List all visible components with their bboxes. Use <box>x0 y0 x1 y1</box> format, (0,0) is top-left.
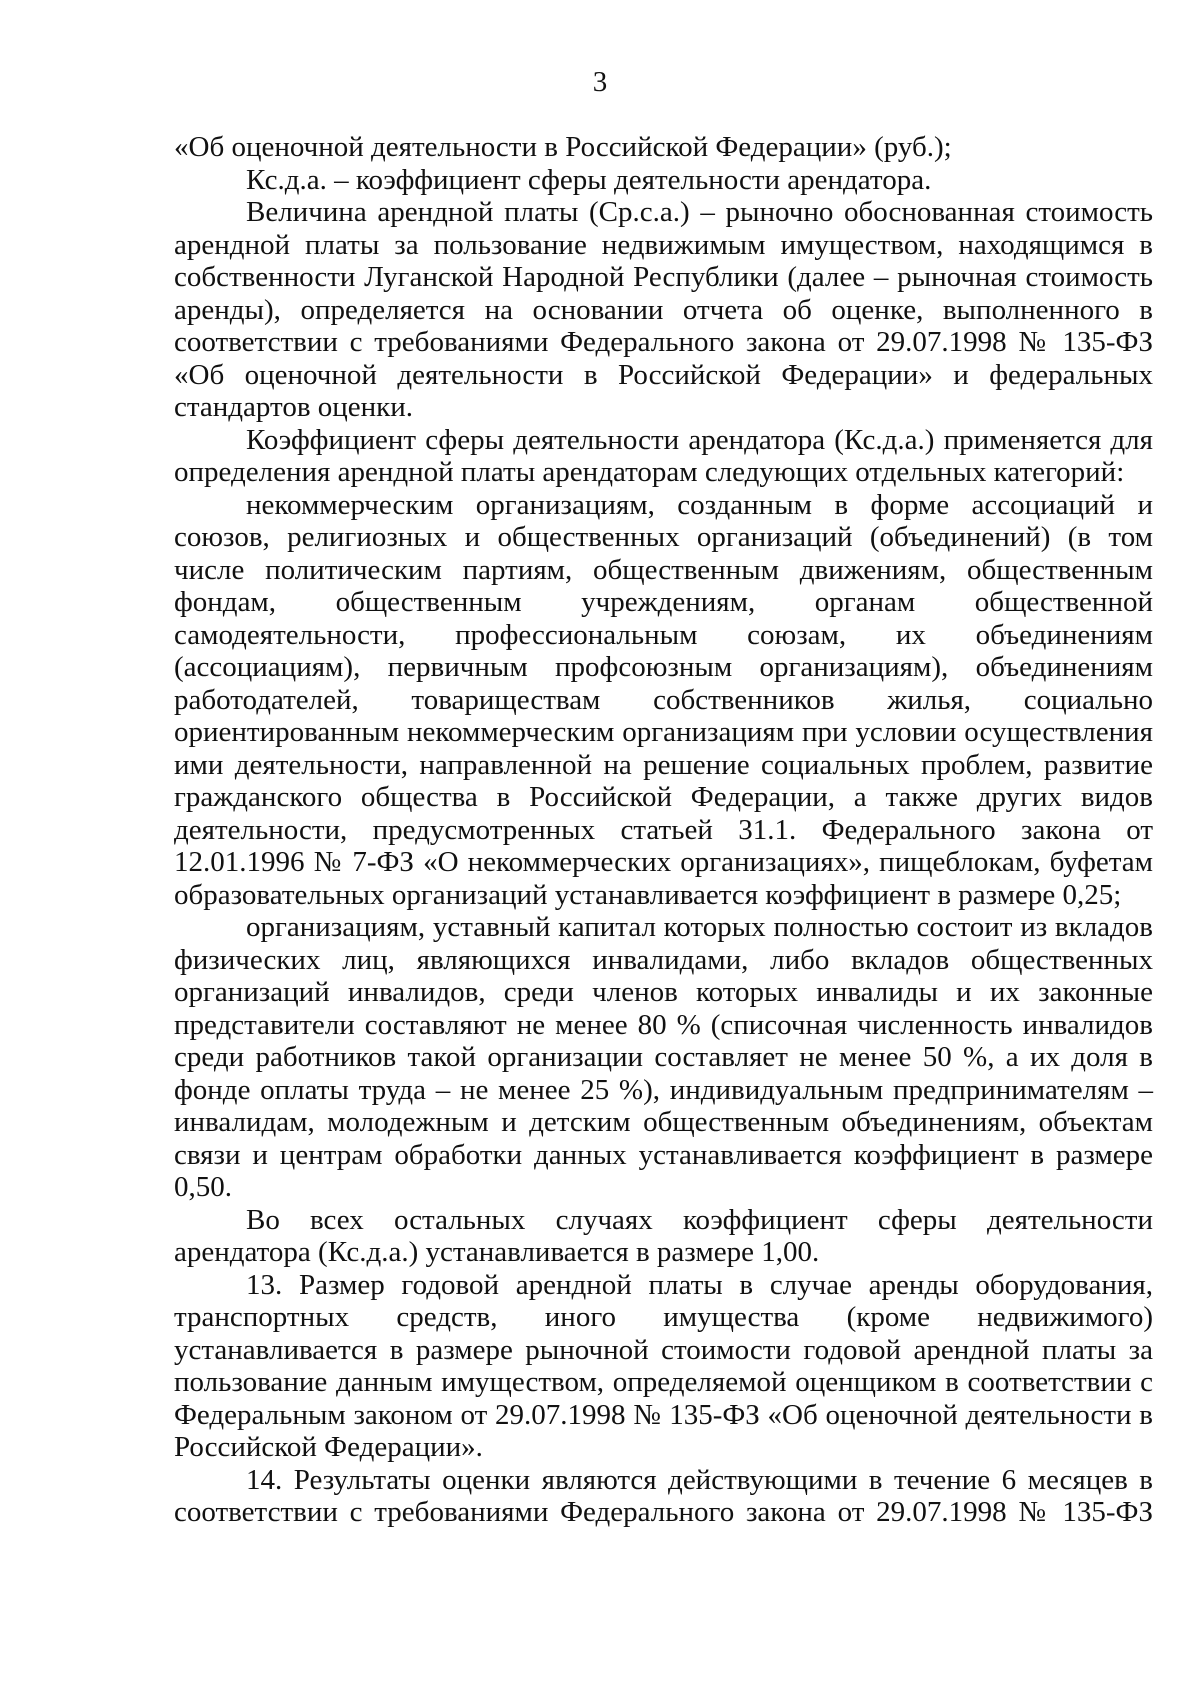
paragraph-rent-value: Величина арендной платы (Ср.с.а.) – рыночно обоснованная стоимость арендной платы за пользование недвижимым имуществом, находящимся в собственности Луганской Народной Республики (далее – рыночная стоимость аренды), определяется на основании отчета об оценке, выполненного в соответствии с требованиями Федерального закона от 29.07.1998 № 135-ФЗ «Об оценочной деятельности в Российской Федерации» и федеральных стандартов оценки. <box>174 196 1153 423</box>
paragraph-coefficient-definition: Кс.д.а. – коэффициент сферы деятельности арендатора. <box>246 163 932 196</box>
page-number: 3 <box>592 66 608 98</box>
paragraph-disabled-organizations-coefficient: организациям, уставный капитал которых полностью состоит из вкладов физических лиц, являющихся инвалидами, либо вкладов общественных организаций инвалидов, среди членов которых инвалиды и их законные представители составляют не менее 80 % (списочная численность инвалидов среди работников такой организации составляет не менее 50 %, а их доля в фонде оплаты труда – не менее 25 %), индивидуальным предпринимателям – инвалидам, молодежным и детским общественным объединениям, объектам связи и центрам обработки данных устанавливается коэффициент в размере 0,50. <box>174 911 1153 1203</box>
paragraph-item-14: 14. Результаты оценки являются действующими в течение 6 месяцев в соответствии с требованиями Федерального закона от 29.07.1998 № 135-ФЗ <box>174 1463 1153 1528</box>
paragraph-coefficient-application: Коэффициент сферы деятельности арендатора (Кс.д.а.) применяется для определения арендной платы арендаторам следующих отдельных категорий: <box>174 423 1153 488</box>
paragraph-other-cases: Во всех остальных случаях коэффициент сферы деятельности арендатора (Кс.д.а.) устанавливается в размере 1,00. <box>174 1203 1153 1268</box>
paragraph-nonprofit-coefficient: некоммерческим организациям, созданным в форме ассоциаций и союзов, религиозных и общественных организаций (объединений) (в том числе политическим партиям, общественным движениям, общественным фондам, общественным учреждениям, органам общественной самодеятельности, профессиональным союзам, их объединениям (ассоциациям), первичным профсоюзным организациям), объединениям работодателей, товариществам собственников жилья, социально ориентированным некоммерческим организациям при условии осуществления ими деятельности, направленной на решение социальных проблем, развитие гражданского общества в Российской Федерации, а также других видов деятельности, предусмотренных статьей 31.1. Федерального закона от 12.01.1996 № 7-ФЗ «О некоммерческих организациях», пищеблокам, буфетам образовательных организаций устанавливается коэффициент в размере 0,25; <box>174 488 1153 911</box>
paragraph-law-title-continuation: «Об оценочной деятельности в Российской Федерации» (руб.); <box>174 131 952 163</box>
paragraph-item-13: 13. Размер годовой арендной платы в случае аренды оборудования, транспортных средств, иного имущества (кроме недвижимого) устанавливается в размере рыночной стоимости годовой арендной платы за пользование данным имуществом, определяемой оценщиком в соответствии с Федеральным законом от 29.07.1998 № 135-ФЗ «Об оценочной деятельности в Российской Федерации». <box>174 1268 1153 1463</box>
document-body <box>174 131 1153 1529</box>
